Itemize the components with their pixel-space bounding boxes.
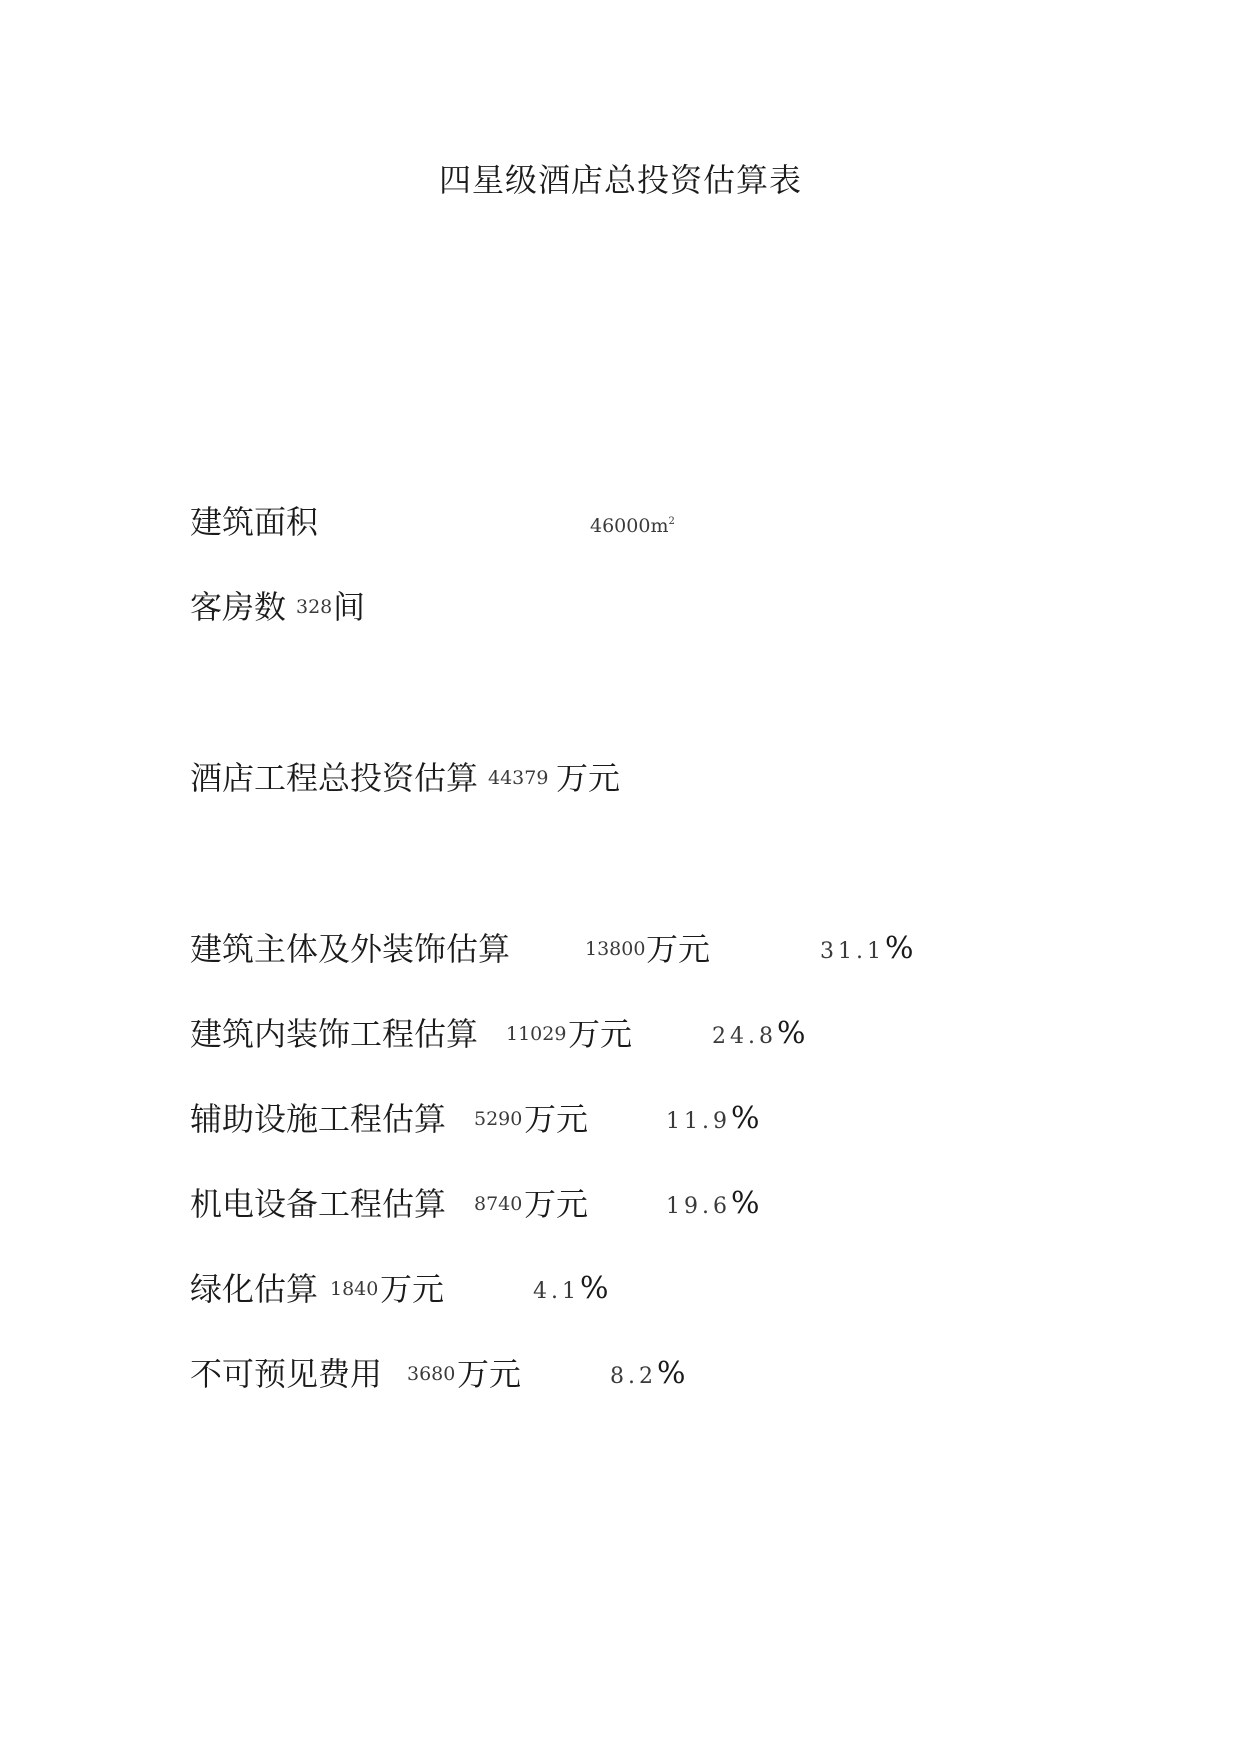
cost-item-percent-sign: % bbox=[730, 1101, 760, 1136]
room-count-unit: 间 bbox=[333, 588, 366, 626]
cost-item-percent bbox=[610, 1352, 686, 1399]
cost-item-unit: 万元 bbox=[568, 1015, 633, 1053]
building-area-value bbox=[590, 500, 675, 548]
document-title: 四星级酒店总投资估算表 bbox=[438, 161, 802, 199]
cost-item-value: 3680 bbox=[407, 1363, 456, 1385]
building-area-superscript: 2 bbox=[668, 516, 675, 527]
cost-item-percent-value: 4.1 bbox=[533, 1279, 580, 1304]
cost-item-value: 1840 bbox=[330, 1278, 379, 1300]
cost-item-percent-sign: % bbox=[730, 1186, 760, 1221]
cost-item-percent-value: 8.2 bbox=[610, 1364, 657, 1389]
cost-item-percent bbox=[666, 1097, 760, 1144]
cost-item-value: 5290 bbox=[474, 1108, 523, 1130]
cost-item-percent-sign: % bbox=[657, 1356, 686, 1391]
room-count-label: 客房数 bbox=[190, 588, 287, 626]
cost-item-label: 绿化估算 bbox=[190, 1270, 319, 1308]
building-area-label: 建筑面积 bbox=[190, 503, 319, 541]
cost-item-label: 辅助设施工程估算 bbox=[190, 1100, 447, 1138]
cost-item-unit: 万元 bbox=[380, 1270, 445, 1308]
cost-item-value: 13800 bbox=[585, 938, 646, 960]
cost-item-percent bbox=[820, 927, 914, 974]
cost-item-unit: 万元 bbox=[524, 1100, 589, 1138]
cost-item-percent-value: 19.6 bbox=[666, 1194, 731, 1219]
cost-item-percent-value: 24.8 bbox=[712, 1024, 777, 1049]
cost-item-percent bbox=[666, 1182, 760, 1229]
room-count-value: 328 bbox=[296, 596, 333, 618]
cost-item-percent-value: 11.9 bbox=[666, 1109, 731, 1134]
cost-item-label: 建筑主体及外装饰估算 bbox=[190, 930, 511, 968]
total-investment-unit: 万元 bbox=[556, 759, 621, 797]
cost-item-percent-sign: % bbox=[580, 1271, 609, 1306]
cost-item-percent-value: 31.1 bbox=[820, 939, 885, 964]
cost-item-unit: 万元 bbox=[524, 1185, 589, 1223]
cost-item-unit: 万元 bbox=[457, 1355, 522, 1393]
building-area-number: 46000m bbox=[590, 515, 669, 537]
cost-item-label: 建筑内装饰工程估算 bbox=[190, 1015, 479, 1053]
cost-item-label: 不可预见费用 bbox=[190, 1355, 383, 1393]
total-investment-value: 44379 bbox=[488, 767, 549, 789]
cost-item-label: 机电设备工程估算 bbox=[190, 1185, 447, 1223]
cost-item-value: 11029 bbox=[506, 1023, 567, 1045]
cost-item-percent bbox=[712, 1012, 806, 1059]
cost-item-percent-sign: % bbox=[776, 1016, 806, 1051]
cost-item-percent bbox=[533, 1267, 609, 1314]
total-investment-label: 酒店工程总投资估算 bbox=[190, 759, 479, 797]
cost-item-unit: 万元 bbox=[646, 930, 711, 968]
cost-item-value: 8740 bbox=[474, 1193, 523, 1215]
cost-item-percent-sign: % bbox=[884, 931, 914, 966]
